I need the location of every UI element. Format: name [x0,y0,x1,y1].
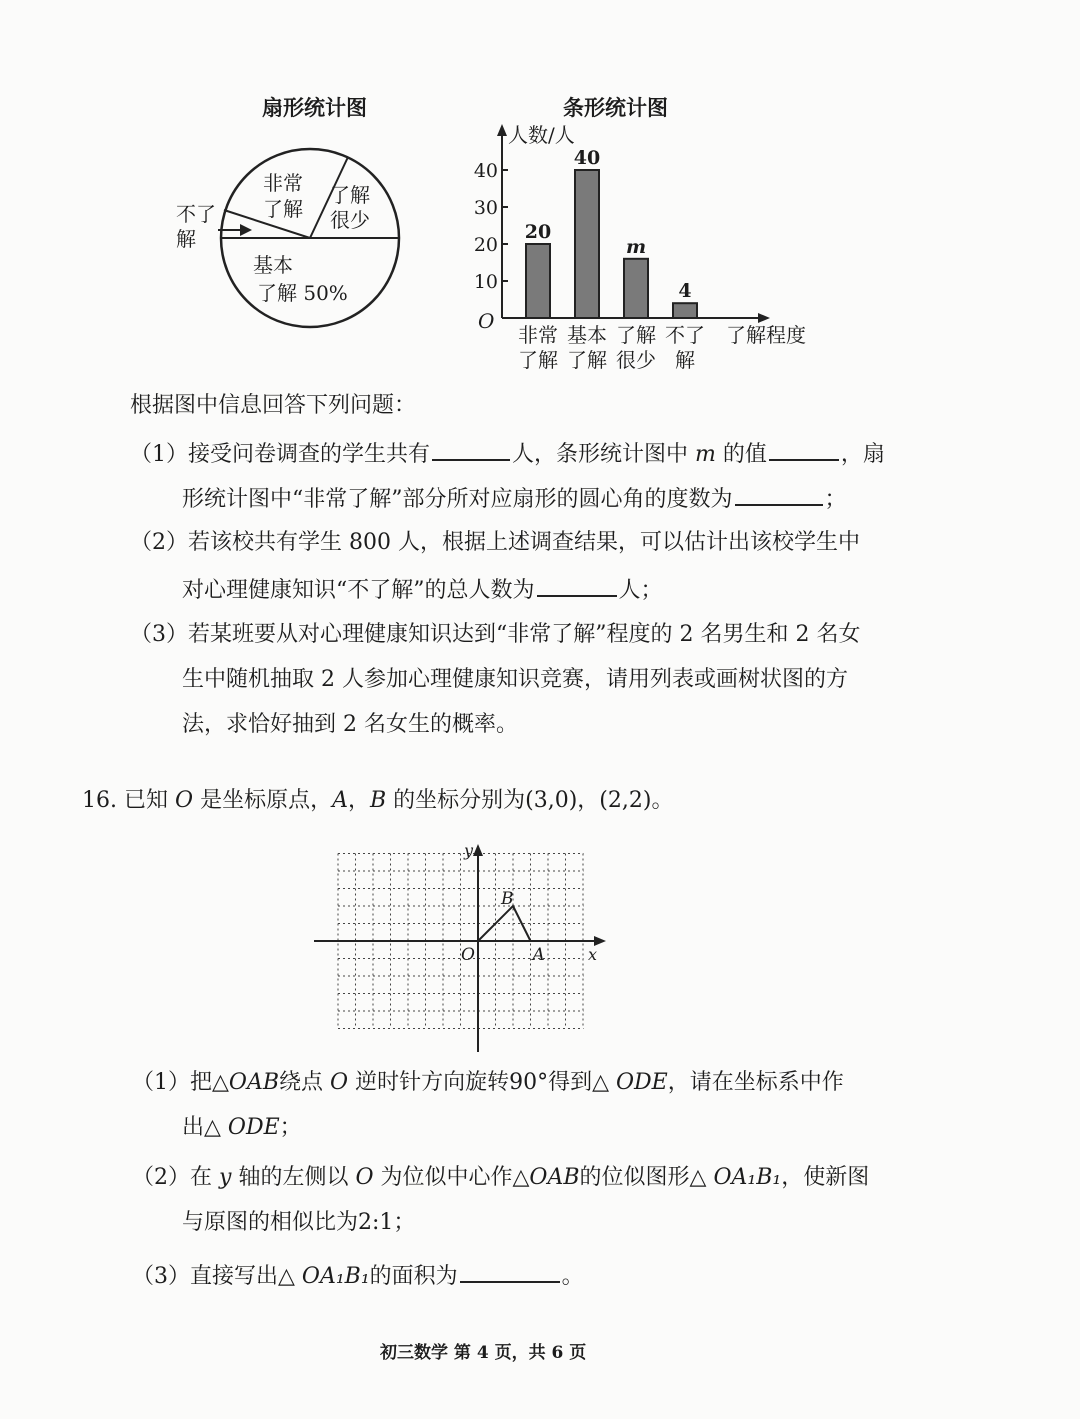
q15-p1-text: 形统计图中“非常了解”部分所对应扇形的圆心角的度数为 [182,487,733,512]
q16-part2-line2: 与原图的相似比为2:1； [182,1210,416,1235]
x-axis-label: 了解程度 [726,323,806,347]
bar-value-label: 20 [524,221,552,243]
q16-p1-text: 出 [182,1115,205,1140]
category-label: 不了 [665,323,705,347]
bar [624,259,648,318]
q15-p2-text: 对心理健康知识“不了解”的总人数为 [182,578,535,603]
q16-p2-point: O [355,1165,374,1190]
x-axis-arrow [758,313,770,323]
q16-p2-text: ，使新图 [781,1165,870,1190]
q16-stem [82,786,673,816]
pie-label-very: 了解 [263,197,303,221]
q15-part3-line2: 生中随机抽取 2 人参加心理健康知识竞赛，请用列表或画树状图的方 [182,667,848,692]
q16-p1-text: 逆时针方向旋转90°得到 [355,1070,593,1095]
q16-part3 [132,1259,584,1292]
q15-part3-line3: 法，求恰好抽到 2 名女生的概率。 [182,712,518,737]
q16-part2-line1 [132,1163,869,1193]
q16-number: 16. [82,788,117,813]
pie-label-none: 不了 [176,202,216,226]
q15-part1-line1 [130,437,885,470]
q15-p1-text: ，扇 [840,442,885,467]
q16-text: 的坐标分别为(3,0)，(2,2)。 [393,788,674,813]
q16-p3-text: 的面积为 [369,1264,458,1289]
answer-blank-area[interactable] [460,1259,560,1283]
q16-p1-triangle: △ ODE [204,1115,280,1140]
answer-blank-m[interactable] [769,437,839,461]
q15-p1-text: （1）接受问卷调查的学生共有 [130,442,430,467]
q15-intro: 根据图中信息回答下列问题： [130,393,417,418]
q16-point: O [175,788,194,813]
q15-part2-line2 [182,573,663,606]
pie-label-little: 了解 [330,183,370,207]
q16-p2-axis: y [219,1165,232,1190]
y-tick-label: 30 [473,197,498,219]
q16-p2-text: （2）在 [132,1165,212,1190]
q16-point: B [369,788,387,813]
y-axis-arrow [497,124,507,136]
pie-label-basic: 了解 50% [257,281,348,305]
grid-origin-label: O [461,945,475,965]
bar-value-label: 4 [678,280,692,303]
q15-p1-text: ； [824,487,847,512]
grid-y-arrow [473,844,483,856]
category-label: 很少 [616,348,656,372]
q16-p1-text: （1）把 [132,1070,212,1095]
page-footer: 初三数学 第 4 页，共 6 页 [380,1343,587,1363]
q15-part1-line2 [182,482,847,515]
category-label: 了解 [518,348,558,372]
category-label: 非常 [518,323,558,347]
pie-label-very: 非常 [263,171,303,195]
pie-arrow-head [240,224,252,236]
answer-blank-count[interactable] [537,573,617,597]
q16-part1-line1 [132,1068,844,1098]
q16-p1-triangle: △OAB [212,1070,280,1095]
q16-text: 已知 [124,788,169,813]
q16-p1-text: ，请在坐标系中作 [667,1070,844,1095]
q16-p2-triangle: △OAB [512,1165,580,1190]
pie-label-little: 很少 [330,208,370,232]
q16-p2-text: 为位似中心作 [380,1165,513,1190]
origin-label: O [478,309,495,333]
category-label: 了解 [616,323,656,347]
pie-label-none: 解 [176,227,196,251]
answer-blank-total[interactable] [432,437,510,461]
pie-chart [160,120,490,360]
y-tick-label: 20 [473,234,498,256]
q16-text: 是坐标原点， [200,788,333,813]
q16-p1-triangle: △ ODE [592,1070,668,1095]
category-label: 基本 [567,323,607,347]
bar-value-label: 40 [573,147,601,169]
pie-label-basic: 基本 [253,253,293,277]
q15-part3-line1: （3）若某班要从对心理健康知识达到“非常了解”程度的 2 名男生和 2 名女 [130,622,861,647]
q15-p1-text: 人，条形统计图中 [512,442,689,467]
answer-blank-angle[interactable] [735,482,823,506]
q15-part2-line1: （2）若该校共有学生 800 人，根据上述调查结果，可以估计出该校学生中 [130,530,860,555]
point-b-label: B [501,889,514,909]
q16-text: ， [347,788,370,813]
q16-p3-text: （3）直接写出 [132,1264,278,1289]
q16-p3-triangle: △ OA₁B₁ [278,1264,370,1289]
bar [673,303,697,318]
y-axis-label: 人数/人 [508,123,575,147]
q16-p1-text: 绕点 [279,1070,324,1095]
bar [526,244,550,318]
q15-p1-m: m [695,442,716,467]
q16-p1-point: O [330,1070,349,1095]
q16-part1-line2 [182,1113,302,1143]
bar-title: 条形统计图 [563,95,668,120]
q16-point: A [332,788,348,813]
bar-chart [470,120,830,375]
coordinate-grid [310,840,620,1055]
q15-p1-text: 的值 [722,442,767,467]
y-tick-label: 40 [473,160,498,182]
q15-p2-text: 人； [618,578,663,603]
bar [575,170,599,318]
q16-p2-text: 轴的左侧以 [238,1165,349,1190]
category-label: 解 [675,348,695,372]
q16-p3-text: 。 [561,1264,584,1289]
q16-p2-triangle: △ OA₁B₁ [689,1165,782,1190]
pie-title: 扇形统计图 [262,95,367,120]
grid-y-label: y [464,841,474,860]
point-a-label: A [532,945,545,965]
y-tick-label: 10 [473,271,498,293]
grid-x-label: x [588,945,598,964]
q16-p1-text: ； [279,1115,302,1140]
category-label: 了解 [567,348,607,372]
bar-value-label: m [625,235,647,258]
q16-p2-text: 的位似图形 [579,1165,690,1190]
